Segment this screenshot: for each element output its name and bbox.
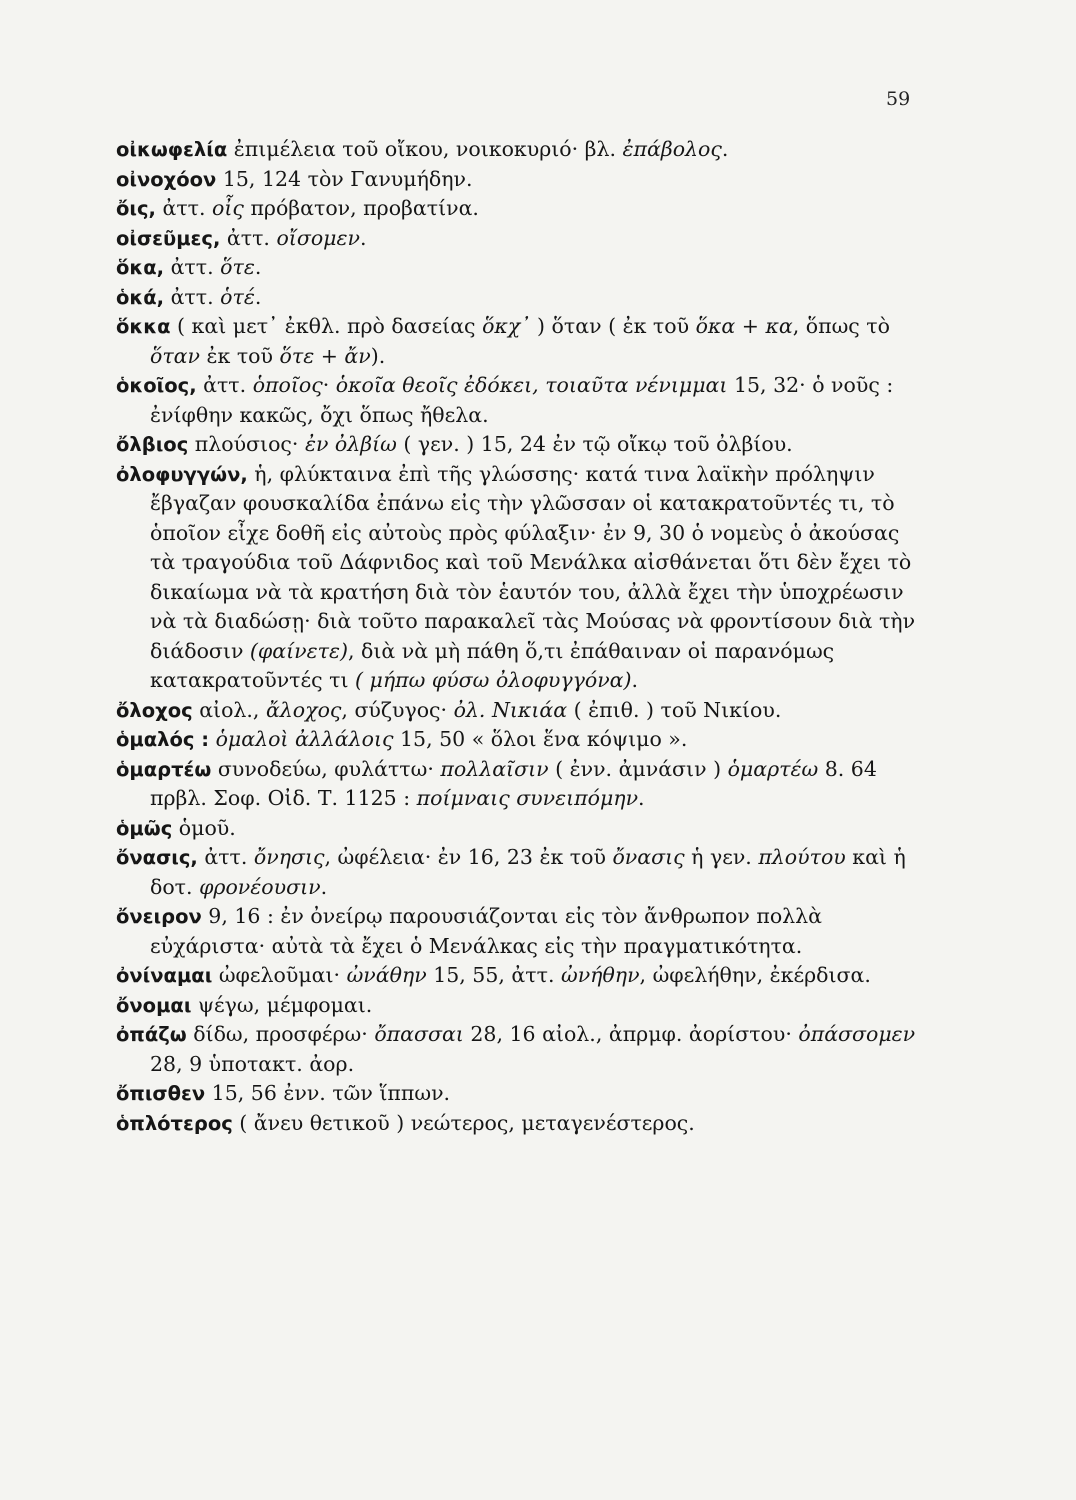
entry-text: 9, 16 : ἐν ὀνείρῳ παρουσιάζονται εἰς τὸν ἄνθρωπον πολλὰ εὐχάριστα· αὐτὰ τὰ ἔχει ὁ Μενάλκας εἰς τὴν πραγματικότητα.	[150, 904, 822, 958]
entry-text: ἐκ τοῦ	[200, 343, 280, 368]
entry-text: ( ἄνευ θετικοῦ ) νεώτερος, μεταγενέστερος.	[232, 1110, 695, 1135]
entry-italic-text: ἄλοχος	[265, 697, 342, 722]
entry-italic-text: ὅτε	[279, 343, 315, 368]
entry-text: .	[638, 786, 645, 810]
entry-italic-text: φρονέουσιν	[199, 874, 321, 899]
entry-italic-text: ὄνασις	[612, 845, 685, 869]
glossary-entry	[116, 991, 916, 1021]
entry-text: καὶ ἡ δοτ.	[150, 845, 906, 899]
entry-text: +	[314, 343, 345, 368]
entry-italic-text: (φαίνετε)	[249, 638, 348, 663]
page-number: 59	[886, 88, 911, 110]
entry-text: αἰολ.,	[192, 697, 266, 722]
entry-text: .	[359, 225, 367, 250]
entry-lemma: ὄλβιος	[116, 433, 189, 456]
entry-text: , διὰ νὰ μὴ πάθη ὅ,τι ἐπάθαιναν οἱ παρανόμως κατακρατοῦντές τι	[150, 638, 835, 692]
glossary-entry	[116, 725, 916, 755]
entry-text: .	[254, 255, 262, 279]
entry-text: ὠφελοῦμαι·	[212, 963, 347, 987]
glossary-entry	[116, 460, 916, 696]
entry-text: ( γεν. ) 15, 24 ἐν τῷ οἴκῳ τοῦ ὀλβίου.	[396, 432, 793, 456]
entry-lemma: ὀλοφυγγών,	[116, 462, 248, 486]
entry-lemma: ὁμαλός :	[116, 728, 210, 751]
entry-italic-text: ὁμαρτέω	[727, 756, 819, 781]
entry-text: ( ἐνν. ἀμνάσιν )	[548, 756, 728, 781]
glossary-entry	[116, 843, 916, 902]
entry-lemma: ὄνασις,	[116, 846, 198, 869]
entry-text: , ὠφελήθην, ἐκέρδισα.	[639, 963, 871, 987]
glossary-entry	[116, 253, 916, 283]
entry-text: .	[254, 284, 262, 309]
entry-text: 15, 32· ὁ νοῦς : ἐνίφθην κακῶς, ὄχι ὅπως ἤθελα.	[150, 373, 894, 427]
entry-text: πλούσιος·	[188, 432, 305, 456]
glossary-entry	[116, 961, 916, 991]
entry-text: ψέγω, μέμφομαι.	[191, 992, 373, 1017]
entry-italic-text: ἄν	[344, 343, 371, 368]
entry-text: .	[721, 137, 729, 161]
entry-italic-text: ὀπάσσομεν	[798, 1022, 916, 1046]
entry-text: .	[320, 874, 328, 899]
entry-text: ἀττ.	[164, 284, 221, 309]
entry-text: ἀττ.	[220, 225, 277, 250]
entry-italic-text: κα	[765, 314, 793, 338]
entry-italic-text: ὁκοῖα θεοῖς ἐδόκει, τοιαῦτα νένιμμαι	[335, 373, 728, 397]
entry-lemma: ὄνειρον	[116, 905, 202, 928]
entry-text: 8. 64 πρβλ. Σοφ. Οἰδ. Τ. 1125 :	[150, 756, 877, 810]
entry-italic-text: ὁποῖος	[252, 373, 323, 397]
entry-italic-text: ὅκα	[695, 314, 736, 338]
glossary-entry	[116, 194, 916, 224]
entry-lemma: ὀπάζω	[116, 1023, 187, 1046]
entry-text: ).	[370, 343, 386, 368]
entry-lemma: ὅκα,	[116, 256, 165, 279]
entry-italic-text: ὄπασσαι	[374, 1022, 464, 1046]
glossary-entry	[116, 755, 916, 814]
entry-italic-text: οἶς	[212, 196, 244, 220]
entry-lemma: ὄλοχος	[116, 698, 193, 722]
entry-italic-text: ἐπάβολος	[622, 137, 722, 161]
entry-text: .	[631, 668, 639, 692]
glossary-entry	[116, 1020, 916, 1079]
entry-lemma: ὁμαρτέω	[116, 757, 212, 781]
glossary-entry	[116, 902, 916, 961]
entry-text: +	[735, 314, 766, 338]
glossary-entry	[116, 696, 916, 726]
entry-text: ἐπιμέλεια τοῦ οἴκου, νοικοκυριό· βλ.	[227, 137, 623, 161]
entry-italic-text: ὄνησις	[253, 845, 325, 869]
glossary-entry	[116, 430, 916, 460]
entry-text: ( ἐπιθ. ) τοῦ Νικίου.	[567, 697, 782, 722]
entry-lemma: ὄνομαι	[116, 993, 192, 1017]
entry-lemma: ὅκκα	[116, 315, 171, 338]
entry-text: ( καὶ μετ᾽ ἐκθλ. πρὸ δασείας	[170, 314, 483, 338]
entry-italic-text: ὁτέ	[220, 284, 255, 309]
entry-text: 28, 16 αἰολ., ἀπρμφ. ἀορίστου·	[463, 1022, 799, 1046]
entry-text: , σύζυγος·	[341, 697, 454, 722]
entry-text: 15, 55, ἀττ.	[426, 963, 561, 987]
entry-lemma: ὁμῶς	[116, 816, 173, 840]
entry-text: πρόβατον, προβατίνα.	[243, 196, 479, 220]
entry-text: συνοδεύω, φυλάττω·	[211, 756, 441, 781]
entry-text: , ὠφέλεια· ἐν 16, 23 ἐκ τοῦ	[324, 845, 613, 869]
entry-text: 15, 124 τὸν Γανυμήδην.	[216, 166, 473, 191]
entry-italic-text: πλούτου	[758, 845, 846, 869]
entry-text: ὁμοῦ.	[172, 815, 236, 840]
entry-italic-text: ὠνήθην	[560, 963, 640, 987]
entry-italic-text: οἴσομεν	[276, 225, 360, 250]
entry-lemma: οἰκωφελία	[116, 138, 228, 161]
entry-lemma: ὀνίναμαι	[116, 964, 213, 987]
entry-text: ) ὅταν ( ἐκ τοῦ	[530, 314, 696, 338]
entry-text: 15, 50 « ὅλοι ἕνα κόψιμο ».	[393, 727, 688, 751]
entry-text: ·	[322, 373, 336, 397]
entry-lemma: ὄις,	[116, 197, 156, 220]
glossary-entries	[116, 135, 916, 1138]
entry-text: ἡ γεν.	[684, 845, 759, 869]
entry-italic-text: ὅτε	[220, 255, 255, 279]
entry-italic-text: ὀλ. Νικιάα	[453, 697, 568, 722]
entry-text: , ὅπως τὸ	[792, 314, 890, 338]
entry-lemma: οἰσεῦμες,	[116, 226, 221, 250]
entry-text: ἀττ.	[155, 196, 213, 220]
entry-text: ἀττ.	[196, 373, 253, 397]
entry-lemma: ὁπλότερος	[116, 1111, 233, 1135]
entry-lemma: ὁκοῖος,	[116, 374, 197, 397]
entry-italic-text: ὅταν	[150, 343, 200, 368]
glossary-entry	[116, 135, 916, 165]
glossary-entry	[116, 1079, 916, 1109]
entry-italic-text: ὠνάθην	[346, 963, 427, 987]
entry-italic-text: ὁμαλοὶ ἀλλάλοις	[215, 727, 394, 751]
glossary-entry	[116, 165, 916, 195]
entry-italic-text: πολλαῖσιν	[440, 756, 549, 781]
entry-italic-text: ἐν ὀλβίω	[304, 432, 397, 456]
entry-text: ἀττ.	[197, 845, 254, 869]
entry-text: ἡ, φλύκταινα ἐπὶ τῆς γλώσσης· κατά τινα λαϊκὴν πρόληψιν ἔβγαζαν φουσκαλίδα ἐπάνω εἰς τὴν γλῶσσαν οἱ κατακρατοῦντές τι, τὸ ὁποῖον εἶχε δοθῆ εἰς αὐτοὺς πρὸς φύλαξιν· ἐν 9, 30 ὁ νομεὺς ὁ ἀκούσας τὰ τραγούδια τοῦ Δάφνιδος καὶ τοῦ Μενάλκα αἰσθάνεται ὅτι δὲν ἔχει τὸ δικαίωμα νὰ τὰ κρατήση διὰ τὸν ἑαυτόν του, ἀλλὰ ἔχει τὴν ὑποχρέωσιν νὰ τὰ διαδώσῃ· διὰ τοῦτο παρακαλεῖ τὰς Μούσας νὰ φροντίσουν διὰ τὴν διάδοσιν	[150, 461, 916, 663]
entry-text: 15, 56 ἐνν. τῶν ἵππων.	[205, 1081, 451, 1105]
entry-italic-text: ποίμναις συνειπόμην	[416, 786, 639, 810]
entry-italic-text: ( μήπω φύσω ὀλοφυγγόνα)	[355, 668, 632, 692]
glossary-entry	[116, 283, 916, 313]
glossary-entry	[116, 312, 916, 371]
glossary-entry	[116, 371, 916, 430]
entry-text: 28, 9 ὑποτακτ. ἀορ.	[150, 1051, 355, 1076]
glossary-entry	[116, 814, 916, 844]
entry-lemma: ὁκά,	[116, 285, 165, 309]
glossary-entry	[116, 224, 916, 254]
entry-text: ἀττ.	[164, 255, 221, 279]
glossary-entry	[116, 1109, 916, 1139]
entry-lemma: οἰνοχόον	[116, 167, 217, 191]
entry-text: δίδω, προσφέρω·	[186, 1022, 375, 1046]
entry-italic-text: ὅκχ᾽	[482, 314, 531, 338]
entry-lemma: ὄπισθεν	[116, 1082, 206, 1105]
